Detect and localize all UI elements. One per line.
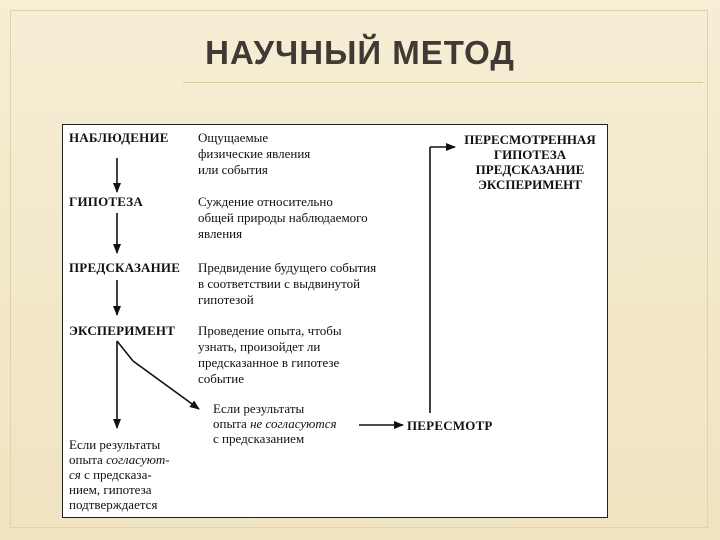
step-observation: НАБЛЮДЕНИЕ <box>69 130 169 145</box>
revision-label: ПЕРЕСМОТР <box>407 418 493 433</box>
step-observation-description: Ощущаемые физические явления или события <box>198 130 311 177</box>
title-rule <box>183 82 703 83</box>
arrow-to-disagree-case <box>133 361 199 409</box>
step-hypothesis: ГИПОТЕЗА <box>69 194 143 209</box>
disagree-case: Если результаты опыта не согласуются с предсказанием <box>213 401 337 446</box>
scientific-method-diagram <box>62 124 608 518</box>
step-prediction-description: Предвидение будущего события в соответствии с выдвинутой гипотезой <box>198 260 377 307</box>
revised-hypothesis-block: ПЕРЕСМОТРЕННАЯ ГИПОТЕЗА ПРЕДСКАЗАНИЕ ЭКСПЕРИМЕНТ <box>464 132 596 192</box>
step-hypothesis-description: Суждение относительно общей природы наблюдаемого явления <box>198 194 368 241</box>
step-prediction: ПРЕДСКАЗАНИЕ <box>69 260 181 275</box>
agree-case: Если результаты опыта согласуют- ся с предсказа- нием, гипотеза подтверждается <box>69 437 170 512</box>
diagonal-branch <box>117 341 133 361</box>
step-experiment: ЭКСПЕРИМЕНТ <box>69 323 176 338</box>
step-experiment-description: Проведение опыта, чтобы узнать, произойдет ли предсказанное в гипотезе событие <box>198 323 342 386</box>
slide-title: НАУЧНЫЙ МЕТОД <box>205 34 515 71</box>
